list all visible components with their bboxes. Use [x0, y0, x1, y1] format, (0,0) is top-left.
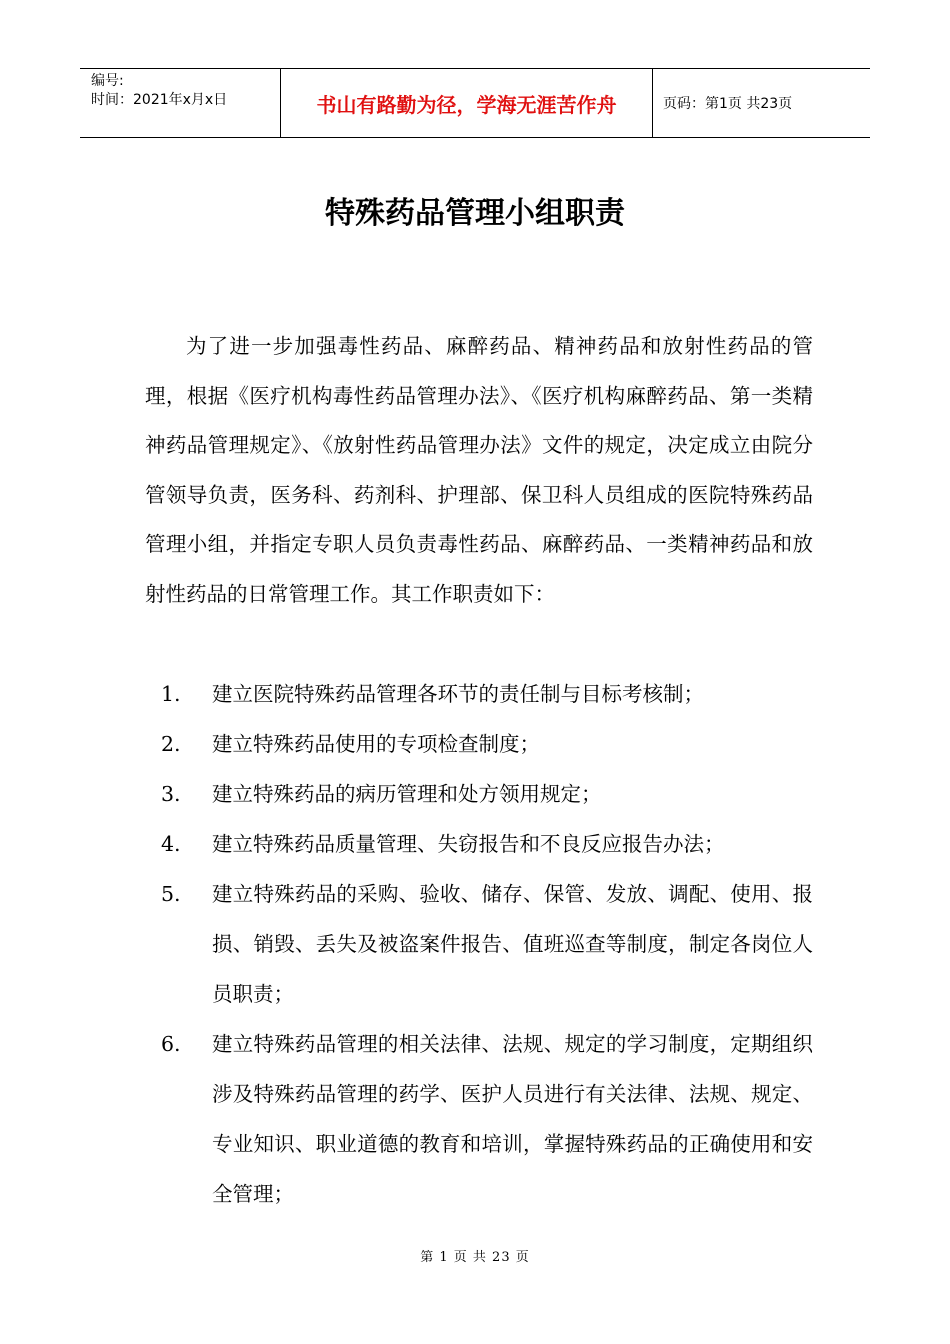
page-footer: 第 1 页 共 23 页 — [420, 1250, 530, 1265]
list-item — [145, 869, 813, 1019]
list-item-number: 5. — [161, 882, 181, 906]
list-item — [145, 819, 813, 869]
list-item-text: 建立医院特殊药品管理各环节的责任制与目标考核制； — [212, 682, 704, 706]
header-meta — [80, 69, 281, 137]
document-title: 特殊药品管理小组职责 — [325, 196, 625, 231]
list-item-number: 1. — [161, 682, 181, 706]
duty-list — [145, 669, 813, 1219]
list-item — [145, 1019, 813, 1219]
list-item-text: 建立特殊药品使用的专项检查制度； — [212, 732, 540, 756]
page-header — [80, 68, 870, 138]
list-item-number: 3. — [161, 782, 181, 806]
list-item — [145, 719, 813, 769]
list-item-number: 4. — [161, 832, 181, 856]
list-item-text: 建立特殊药品质量管理、失窃报告和不良反应报告办法； — [212, 832, 725, 856]
document-number-label: 编号: — [91, 73, 124, 89]
header-page-info: 页码：第1页 共23页 — [663, 96, 793, 112]
list-item-text: 建立特殊药品的病历管理和处方领用规定； — [212, 782, 602, 806]
list-item-text: 建立特殊药品管理的相关法律、法规、规定的学习制度，定期组织涉及特殊药品管理的药学、医护人员进行有关法律、法规、规定、专业知识、职业道德的教育和培训，掌握特殊药品的正确使用和安全管理； — [212, 1032, 813, 1206]
list-item-number: 2. — [161, 732, 181, 756]
document-time-label: 时间：2021年x月x日 — [91, 92, 228, 108]
list-item-text: 建立特殊药品的采购、验收、储存、保管、发放、调配、使用、报损、销毁、丢失及被盗案件报告、值班巡查等制度，制定各岗位人员职责； — [212, 882, 813, 1006]
list-item — [145, 669, 813, 719]
intro-paragraph: 为了进一步加强毒性药品、麻醉药品、精神药品和放射性药品的管理，根据《医疗机构毒性药品管理办法》、《医疗机构麻醉药品、第一类精神药品管理规定》、《放射性药品管理办法》文件的规定，决定成立由院分管领导负责，医务科、药剂科、护理部、保卫科人员组成的医院特殊药品管理小组，并指定专职人员负责毒性药品、麻醉药品、一类精神药品和放射性药品的日常管理工作。其工作职责如下： — [145, 334, 813, 606]
header-motto: 书山有路勤为径，学海无涯苦作舟 — [281, 69, 653, 137]
list-item-number: 6. — [161, 1032, 181, 1056]
list-item — [145, 769, 813, 819]
